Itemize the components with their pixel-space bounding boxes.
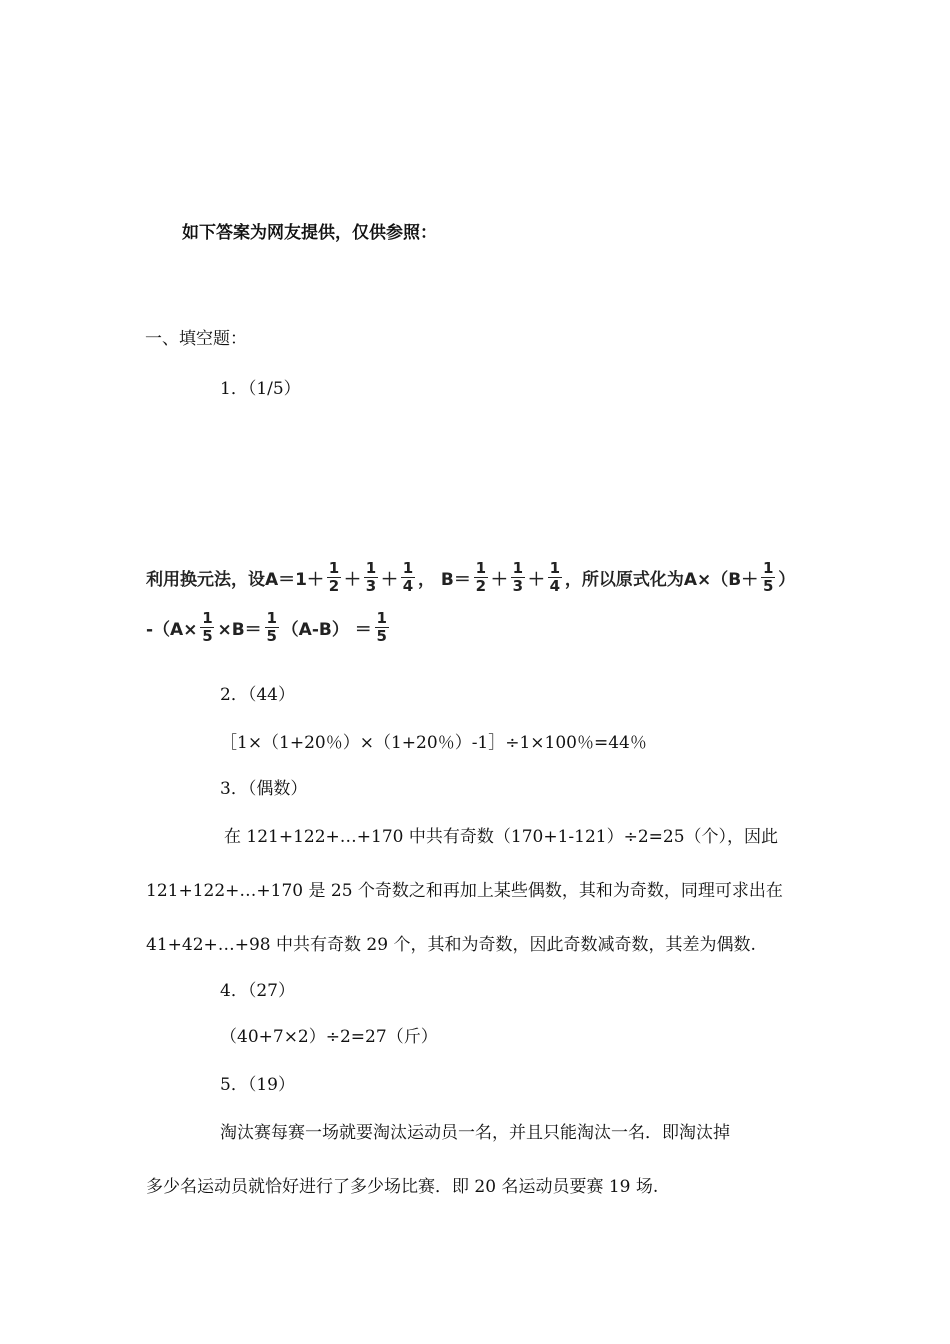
q1-text: ，所以原式化为A×（B＋ xyxy=(564,570,759,590)
numerator: 1 xyxy=(549,559,561,577)
q5-answer: 5．（19） xyxy=(220,1075,295,1095)
numerator: 1 xyxy=(402,559,414,577)
numerator: 1 xyxy=(266,609,277,627)
fraction xyxy=(265,610,279,645)
fraction xyxy=(375,610,389,645)
q1-text: -（A× xyxy=(146,620,198,640)
q1-answer: 1．（1/5） xyxy=(220,379,301,399)
fraction xyxy=(327,560,341,595)
numerator: 1 xyxy=(328,559,340,577)
numerator: 1 xyxy=(365,559,377,577)
denominator: 2 xyxy=(328,577,340,595)
q1-text: ×B＝ xyxy=(217,620,262,640)
denominator: 5 xyxy=(202,627,213,645)
q4-solution: （40+7×2）÷2=27（斤） xyxy=(220,1027,438,1047)
q1-text: ， B＝ xyxy=(418,570,471,590)
fraction xyxy=(401,560,415,595)
q5-solution-line: 多少名运动员就恰好进行了多少场比赛．即 20 名运动员要赛 19 场. xyxy=(146,1177,659,1197)
q3-answer: 3．（偶数） xyxy=(220,779,308,799)
denominator: 5 xyxy=(763,577,774,595)
denominator: 3 xyxy=(365,577,377,595)
numerator: 1 xyxy=(763,559,774,577)
section-title: 一、填空题： xyxy=(145,329,247,349)
q2-answer: 2．（44） xyxy=(220,685,295,705)
fraction xyxy=(200,610,214,645)
q1-text: 利用换元法，设A＝1＋ xyxy=(146,570,324,590)
q1-text: ＋ xyxy=(490,570,508,590)
q1-text: ＋ xyxy=(381,570,398,590)
q1-solution-line-1 xyxy=(146,560,795,595)
denominator: 5 xyxy=(376,627,387,645)
q3-solution-line: 在 121+122+…+170 中共有奇数（170+1-121）÷2=25（个），因此 xyxy=(224,827,779,847)
source-note: 如下答案为网友提供，仅供参照： xyxy=(182,223,437,243)
numerator: 1 xyxy=(512,559,524,577)
numerator: 1 xyxy=(475,559,487,577)
denominator: 3 xyxy=(512,577,524,595)
fraction xyxy=(511,560,525,595)
q4-answer: 4．（27） xyxy=(220,981,295,1001)
denominator: 5 xyxy=(266,627,277,645)
q2-solution: ［1×（1+20％）×（1+20％）-1］÷1×100％=44％ xyxy=(220,733,647,753)
q1-solution-image xyxy=(146,560,886,656)
fraction xyxy=(548,560,562,595)
q1-text: （A-B） ＝ xyxy=(281,620,372,640)
q3-solution-line: 121+122+…+170 是 25 个奇数之和再加上某些偶数，其和为奇数，同理可求出在 xyxy=(146,881,783,901)
fraction xyxy=(761,560,775,595)
q1-text: ＋ xyxy=(344,570,361,590)
q1-text: ） xyxy=(778,570,796,590)
numerator: 1 xyxy=(376,609,387,627)
denominator: 4 xyxy=(402,577,414,595)
fraction xyxy=(364,560,378,595)
numerator: 1 xyxy=(202,609,213,627)
q5-solution-line: 淘汰赛每赛一场就要淘汰运动员一名，并且只能淘汰一名．即淘汰掉 xyxy=(220,1123,730,1143)
q1-solution-line-2 xyxy=(146,610,392,645)
denominator: 4 xyxy=(549,577,561,595)
q3-solution-line: 41+42+…+98 中共有奇数 29 个，其和为奇数，因此奇数减奇数，其差为偶数. xyxy=(146,935,756,955)
fraction xyxy=(474,560,488,595)
q1-text: ＋ xyxy=(527,570,545,590)
denominator: 2 xyxy=(475,577,487,595)
